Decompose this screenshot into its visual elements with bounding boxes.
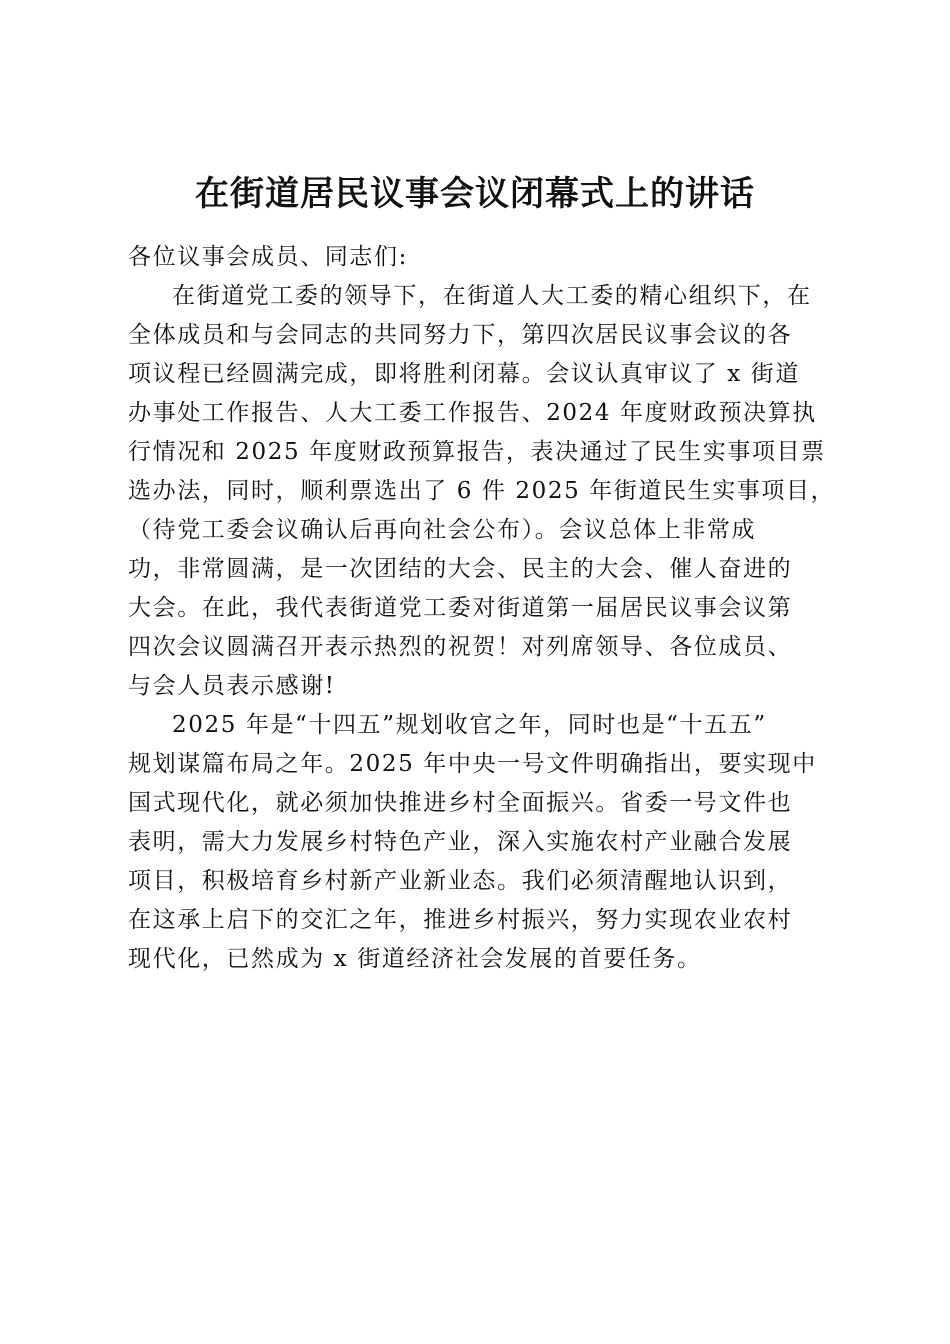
paragraph-line: 办事处工作报告、人大工委工作报告、2024 年度财政预决算执 bbox=[128, 400, 817, 426]
paragraph-line: 表明，需大力发展乡村特色产业，深入实施农村产业融合发展 bbox=[128, 829, 793, 855]
paragraph-2 bbox=[128, 706, 828, 979]
paragraph-line: 选办法，同时，顺利票选出了 6 件 2025 年街道民生实事项目， bbox=[128, 478, 836, 504]
paragraph-1 bbox=[128, 277, 836, 706]
paragraph-line: 现代化，已然成为 x 街道经济社会发展的首要任务。 bbox=[128, 946, 702, 972]
document-title: 在街道居民议事会议闭幕式上的讲话 bbox=[195, 174, 755, 214]
paragraph-line: 规划谋篇布局之年。2025 年中央一号文件明确指出，要实现中 bbox=[128, 751, 817, 777]
paragraph-line: 项目，积极培育乡村新产业新业态。我们必须清醒地认识到， bbox=[128, 868, 793, 894]
paragraph-line: 功，非常圆满，是一次团结的大会、民主的大会、催人奋进的 bbox=[128, 556, 793, 582]
paragraph-line: （待党工委会议确认后再向社会公布）。会议总体上非常成 bbox=[128, 517, 757, 543]
paragraph-line: 四次会议圆满召开表示热烈的祝贺！对列席领导、各位成员、 bbox=[128, 634, 793, 660]
paragraph-line: 与会人员表示感谢! bbox=[128, 673, 336, 699]
paragraph-line: 项议程已经圆满完成，即将胜利闭幕。会议认真审议了 x 街道 bbox=[128, 361, 800, 387]
salutation: 各位议事会成员、同志们: bbox=[128, 244, 408, 270]
paragraph-line: 国式现代化，就必须加快推进乡村全面振兴。省委一号文件也 bbox=[128, 790, 793, 816]
paragraph-line: 在这承上启下的交汇之年，推进乡村振兴，努力实现农业农村 bbox=[128, 907, 793, 933]
paragraph-line: 大会。在此，我代表街道党工委对街道第一届居民议事会议第 bbox=[128, 595, 793, 621]
paragraph-line: 在街道党工委的领导下，在街道人大工委的精心组织下，在 bbox=[172, 283, 812, 309]
paragraph-line: 2025 年是“十四五”规划收官之年，同时也是“十五五” bbox=[172, 712, 767, 738]
document-body bbox=[128, 238, 836, 979]
paragraph-line: 全体成员和与会同志的共同努力下，第四次居民议事会议的各 bbox=[128, 322, 793, 348]
paragraph-line: 行情况和 2025 年度财政预算报告，表决通过了民生实事项目票 bbox=[128, 439, 826, 465]
